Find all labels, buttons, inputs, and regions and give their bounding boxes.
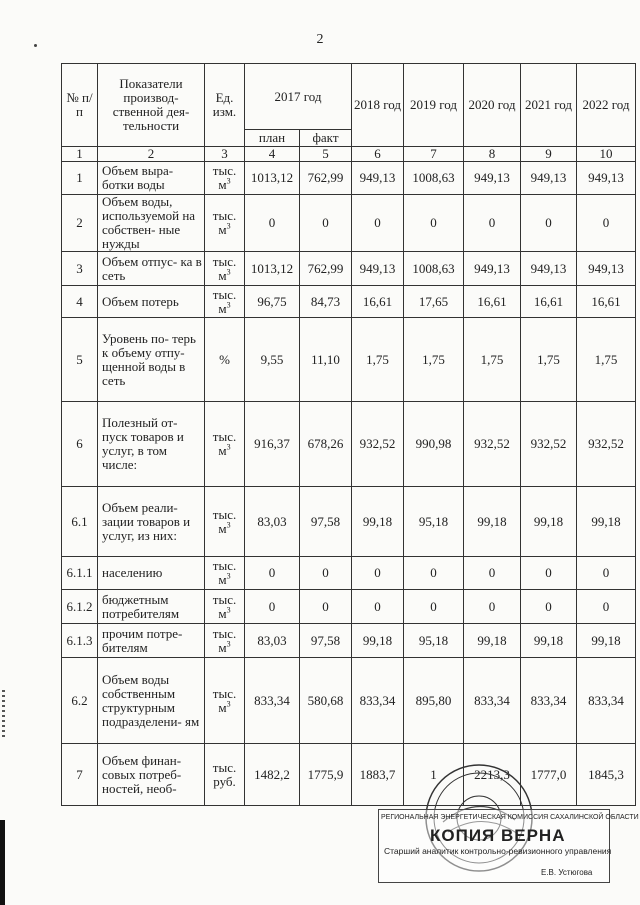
row-indicator: Объем потерь — [98, 286, 205, 318]
unit-superscript: 3 — [226, 221, 231, 231]
value-cell: 1 — [404, 744, 464, 806]
value-cell: 95,18 — [404, 487, 464, 557]
unit-superscript: 3 — [226, 699, 231, 709]
value-cell: 99,18 — [577, 487, 636, 557]
value-cell: 96,75 — [245, 286, 300, 318]
unit-superscript: 3 — [226, 176, 231, 186]
row-unit — [205, 487, 245, 557]
table-row — [62, 402, 636, 487]
value-cell: 1008,63 — [404, 252, 464, 286]
row-number: 4 — [62, 286, 98, 318]
row-number: 6.1.1 — [62, 557, 98, 590]
value-cell: 0 — [521, 590, 577, 624]
unit-label: тыс. м — [212, 625, 237, 655]
value-cell: 1013,12 — [245, 252, 300, 286]
value-cell: 99,18 — [464, 487, 521, 557]
unit-superscript: 3 — [226, 571, 231, 581]
value-cell: 0 — [577, 557, 636, 590]
row-number: 2 — [62, 195, 98, 252]
value-cell: 762,99 — [300, 252, 352, 286]
header-2021: 2021 год — [521, 64, 577, 147]
value-cell: 833,34 — [245, 658, 300, 744]
row-unit — [205, 624, 245, 658]
value-cell: 949,13 — [464, 162, 521, 195]
value-cell: 0 — [464, 195, 521, 252]
value-cell: 0 — [245, 590, 300, 624]
value-cell: 949,13 — [464, 252, 521, 286]
row-indicator: прочим потре- бителям — [98, 624, 205, 658]
value-cell: 580,68 — [300, 658, 352, 744]
column-number: 1 — [62, 147, 98, 162]
row-unit — [205, 557, 245, 590]
row-unit — [205, 162, 245, 195]
value-cell: 16,61 — [464, 286, 521, 318]
value-cell: 0 — [521, 195, 577, 252]
value-cell: 0 — [577, 590, 636, 624]
unit-superscript: 3 — [226, 520, 231, 530]
header-plan: план — [245, 130, 300, 147]
row-number: 6 — [62, 402, 98, 487]
unit-label: тыс. м — [212, 253, 237, 283]
page-number: 2 — [316, 32, 324, 47]
stamp-organization: РЕГИОНАЛЬНАЯ ЭНЕРГЕТИЧЕСКАЯ КОМИССИЯ САХАЛИНСКОЙ ОБЛАСТИ — [381, 814, 639, 821]
value-cell: 949,13 — [577, 162, 636, 195]
value-cell: 990,98 — [404, 402, 464, 487]
scan-edge-mark — [2, 690, 5, 740]
value-cell: 0 — [352, 557, 404, 590]
row-unit — [205, 658, 245, 744]
table-row — [62, 252, 636, 286]
row-indicator: Объем реали- зации товаров и услуг, из них: — [98, 487, 205, 557]
value-cell: 895,80 — [404, 658, 464, 744]
value-cell: 916,37 — [245, 402, 300, 487]
value-cell: 0 — [404, 590, 464, 624]
value-cell: 1883,7 — [352, 744, 404, 806]
value-cell: 0 — [245, 557, 300, 590]
value-cell: 16,61 — [521, 286, 577, 318]
row-unit: % — [205, 318, 245, 402]
row-number: 5 — [62, 318, 98, 402]
value-cell: 16,61 — [577, 286, 636, 318]
column-number: 4 — [245, 147, 300, 162]
unit-label: тыс. м — [212, 506, 237, 536]
value-cell: 1777,0 — [521, 744, 577, 806]
table-row — [62, 195, 636, 252]
row-number: 6.1 — [62, 487, 98, 557]
header-2019: 2019 год — [404, 64, 464, 147]
unit-superscript: 3 — [226, 442, 231, 452]
header-indicator: Показатели производ- ственной дея- тельности — [98, 64, 205, 147]
row-unit — [205, 286, 245, 318]
value-cell: 1008,63 — [404, 162, 464, 195]
value-cell: 97,58 — [300, 487, 352, 557]
value-cell: 99,18 — [577, 624, 636, 658]
value-cell: 1,75 — [577, 318, 636, 402]
stamp-signer: Е.В. Устюгова — [541, 868, 593, 877]
value-cell: 99,18 — [464, 624, 521, 658]
header-2018: 2018 год — [352, 64, 404, 147]
scan-speck — [34, 44, 37, 47]
value-cell: 17,65 — [404, 286, 464, 318]
column-number: 5 — [300, 147, 352, 162]
value-cell: 1482,2 — [245, 744, 300, 806]
column-number: 8 — [464, 147, 521, 162]
value-cell: 1,75 — [464, 318, 521, 402]
value-cell: 949,13 — [521, 252, 577, 286]
value-cell: 0 — [300, 557, 352, 590]
row-indicator: Объем воды собственным структурным подразделени- ям — [98, 658, 205, 744]
row-indicator: Объем выра- ботки воды — [98, 162, 205, 195]
row-unit — [205, 252, 245, 286]
header-2017: 2017 год — [245, 64, 352, 130]
table-row — [62, 162, 636, 195]
row-number: 6.1.2 — [62, 590, 98, 624]
value-cell: 949,13 — [521, 162, 577, 195]
value-cell: 2213,3 — [464, 744, 521, 806]
value-cell: 1,75 — [404, 318, 464, 402]
row-indicator: Объем финан- совых потреб- ностей, необ- — [98, 744, 205, 806]
row-indicator: Уровень по- терь к объему отпу- щенной воды в сеть — [98, 318, 205, 402]
value-cell: 0 — [245, 195, 300, 252]
table-row — [62, 557, 636, 590]
value-cell: 0 — [464, 557, 521, 590]
value-cell: 949,13 — [352, 162, 404, 195]
value-cell: 932,52 — [521, 402, 577, 487]
header-fact: факт — [300, 130, 352, 147]
table-row — [62, 744, 636, 806]
value-cell: 97,58 — [300, 624, 352, 658]
value-cell: 95,18 — [404, 624, 464, 658]
value-cell: 83,03 — [245, 487, 300, 557]
unit-label: тыс. м — [212, 429, 237, 458]
row-number: 7 — [62, 744, 98, 806]
stamp-position: Старший аналитик контрольно-ревизионного управления — [384, 846, 612, 856]
value-cell: 99,18 — [352, 487, 404, 557]
column-number: 3 — [205, 147, 245, 162]
unit-superscript: 3 — [226, 605, 231, 615]
value-cell: 949,13 — [577, 252, 636, 286]
value-cell: 0 — [404, 557, 464, 590]
row-indicator: населению — [98, 557, 205, 590]
value-cell: 1,75 — [352, 318, 404, 402]
value-cell: 1013,12 — [245, 162, 300, 195]
value-cell: 0 — [300, 195, 352, 252]
unit-superscript: 3 — [226, 639, 231, 649]
column-number: 2 — [98, 147, 205, 162]
value-cell: 1775,9 — [300, 744, 352, 806]
table-row — [62, 487, 636, 557]
column-number: 10 — [577, 147, 636, 162]
value-cell: 16,61 — [352, 286, 404, 318]
value-cell: 11,10 — [300, 318, 352, 402]
row-unit — [205, 590, 245, 624]
row-indicator: бюджетным потребителям — [98, 590, 205, 624]
header-no: № п/п — [62, 64, 98, 147]
unit-label: тыс. м — [212, 286, 237, 316]
value-cell: 0 — [352, 590, 404, 624]
column-number: 6 — [352, 147, 404, 162]
table-row — [62, 286, 636, 318]
value-cell: 0 — [521, 557, 577, 590]
row-number: 6.2 — [62, 658, 98, 744]
table-row — [62, 624, 636, 658]
row-indicator: Объем воды, используемой на собствен- ные нужды — [98, 195, 205, 252]
value-cell: 833,34 — [464, 658, 521, 744]
scan-edge-bar — [0, 820, 5, 905]
table-row — [62, 318, 636, 402]
row-indicator: Объем отпус- ка в сеть — [98, 252, 205, 286]
value-cell: 0 — [404, 195, 464, 252]
value-cell: 1845,3 — [577, 744, 636, 806]
unit-label: тыс. м — [212, 685, 237, 715]
value-cell: 833,34 — [577, 658, 636, 744]
row-number: 6.1.3 — [62, 624, 98, 658]
value-cell: 9,55 — [245, 318, 300, 402]
unit-label: тыс. м — [212, 591, 237, 621]
stamp-title: КОПИЯ ВЕРНА — [430, 826, 566, 845]
value-cell: 932,52 — [577, 402, 636, 487]
value-cell: 0 — [300, 590, 352, 624]
row-unit: тыс. руб. — [205, 744, 245, 806]
value-cell: 678,26 — [300, 402, 352, 487]
unit-label: тыс. м — [212, 208, 237, 237]
unit-superscript: 3 — [226, 267, 231, 277]
value-cell: 0 — [577, 195, 636, 252]
value-cell: 949,13 — [352, 252, 404, 286]
value-cell: 99,18 — [352, 624, 404, 658]
row-indicator: Полезный от- пуск товаров и услуг, в том числе: — [98, 402, 205, 487]
row-number: 3 — [62, 252, 98, 286]
table-row — [62, 658, 636, 744]
table-row — [62, 590, 636, 624]
row-number: 1 — [62, 162, 98, 195]
value-cell: 1,75 — [521, 318, 577, 402]
value-cell: 0 — [464, 590, 521, 624]
header-unit: Ед. изм. — [205, 64, 245, 147]
value-cell: 932,52 — [352, 402, 404, 487]
unit-label: тыс. м — [212, 558, 237, 587]
header-2020: 2020 год — [464, 64, 521, 147]
production-indicators-table — [61, 63, 636, 806]
value-cell: 99,18 — [521, 487, 577, 557]
value-cell: 0 — [352, 195, 404, 252]
column-number: 7 — [404, 147, 464, 162]
unit-superscript: 3 — [226, 300, 231, 310]
value-cell: 99,18 — [521, 624, 577, 658]
value-cell: 83,03 — [245, 624, 300, 658]
value-cell: 932,52 — [464, 402, 521, 487]
row-unit — [205, 195, 245, 252]
header-2022: 2022 год — [577, 64, 636, 147]
value-cell: 833,34 — [352, 658, 404, 744]
unit-label: тыс. м — [212, 163, 237, 192]
row-unit — [205, 402, 245, 487]
value-cell: 833,34 — [521, 658, 577, 744]
value-cell: 762,99 — [300, 162, 352, 195]
column-number: 9 — [521, 147, 577, 162]
value-cell: 84,73 — [300, 286, 352, 318]
